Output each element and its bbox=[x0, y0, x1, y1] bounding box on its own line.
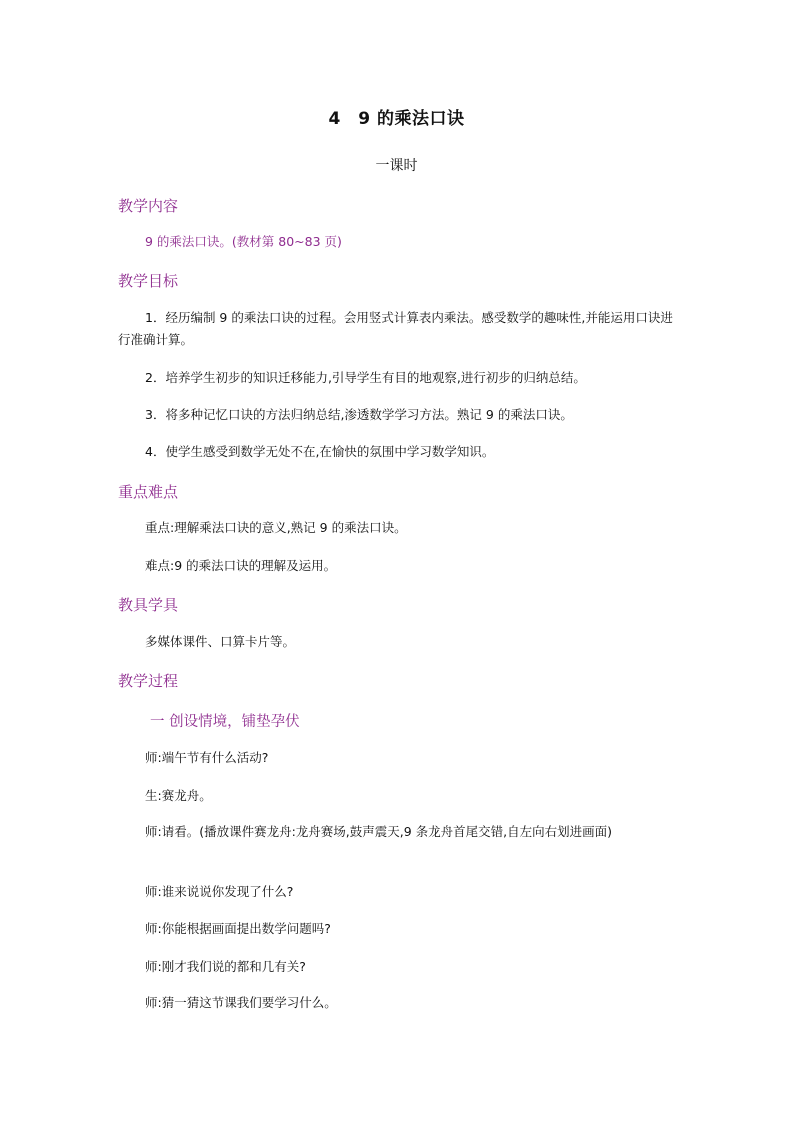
dialogue-line: 师:你能根据画面提出数学问题吗? bbox=[145, 921, 331, 936]
goal-item-3: 3．将多种记忆口诀的方法归纳总结,渗透数学学习方法。熟记 9 的乘法口诀。 bbox=[145, 407, 573, 422]
process-step-1-heading: 一 创设情境，铺垫孕伏 bbox=[150, 714, 300, 730]
dialogue-line: 师:端午节有什么活动? bbox=[145, 750, 269, 765]
dialogue-line: 师:谁来说说你发现了什么? bbox=[145, 884, 294, 899]
section-heading-process: 教学过程 bbox=[118, 672, 179, 690]
goal-item-2: 2．培养学生初步的知识迁移能力,引导学生有目的地观察,进行初步的归纳总结。 bbox=[145, 370, 586, 385]
section-heading-tools: 教具学具 bbox=[118, 596, 179, 614]
dialogue-line: 师:请看。(播放课件赛龙舟:龙舟赛场,鼓声震天,9 条龙舟首尾交错,自左向右划进画面) bbox=[145, 824, 613, 839]
page-subtitle: 一课时 bbox=[375, 158, 418, 174]
section-heading-keypoints: 重点难点 bbox=[118, 483, 179, 501]
dialogue-line: 师:刚才我们说的都和几有关? bbox=[145, 959, 306, 974]
tools-text: 多媒体课件、口算卡片等。 bbox=[145, 634, 296, 649]
goal-item-1: 1．经历编制 9 的乘法口诀的过程。会用竖式计算表内乘法。感受数学的趣味性,并能运用口诀进行准确计算。 bbox=[118, 310, 673, 347]
page-title: 4 9 的乘法口诀 bbox=[328, 109, 465, 129]
key-point: 重点:理解乘法口诀的意义,熟记 9 的乘法口诀。 bbox=[145, 520, 407, 535]
goal-item-4: 4．使学生感受到数学无处不在,在愉快的氛围中学习数学知识。 bbox=[145, 444, 495, 459]
difficult-point: 难点:9 的乘法口诀的理解及运用。 bbox=[145, 558, 337, 573]
dialogue-line: 生:赛龙舟。 bbox=[145, 788, 212, 803]
section-heading-goals: 教学目标 bbox=[118, 272, 179, 290]
content-text: 9 的乘法口诀。(教材第 80~83 页) bbox=[145, 234, 342, 249]
section-heading-content: 教学内容 bbox=[118, 197, 179, 215]
dialogue-line: 师:猜一猜这节课我们要学习什么。 bbox=[145, 995, 337, 1010]
